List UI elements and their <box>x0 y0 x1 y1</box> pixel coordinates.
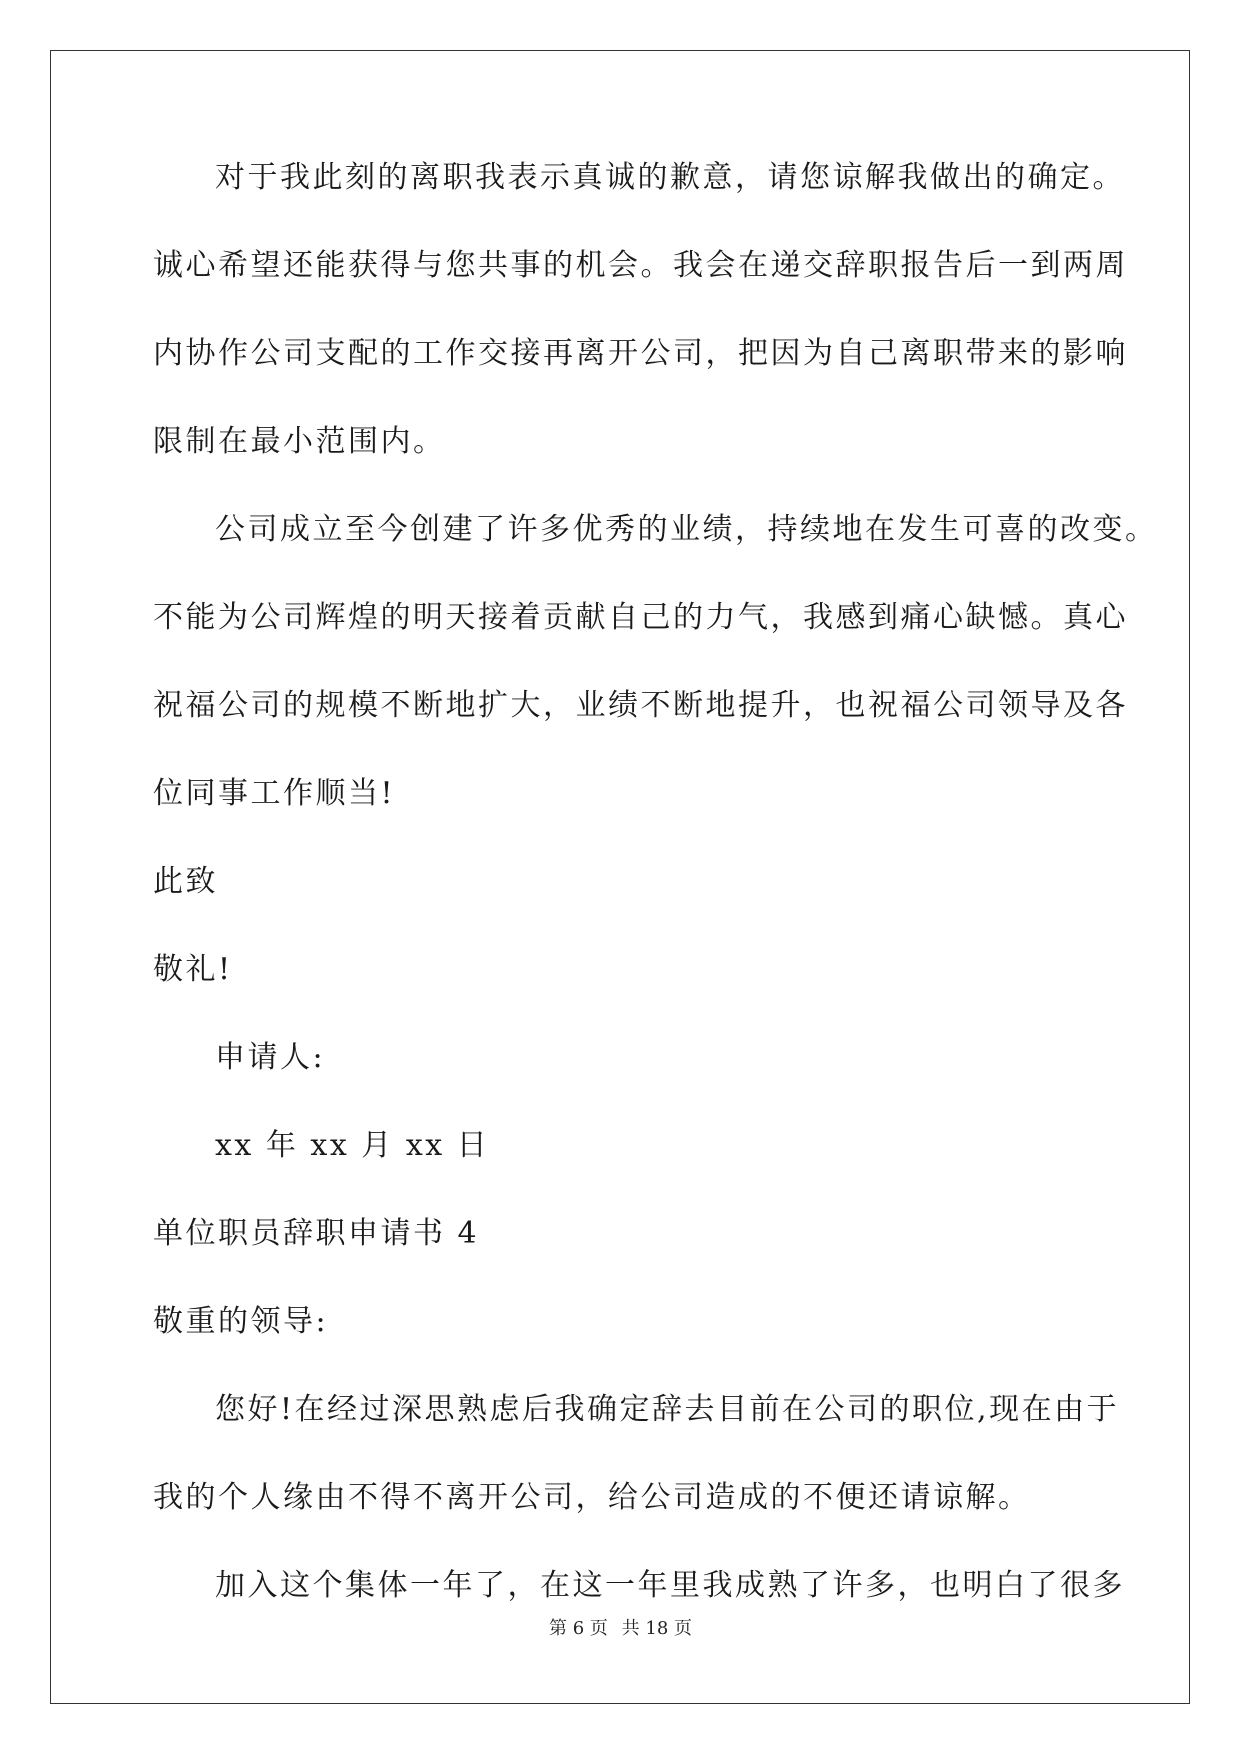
paragraph-line: 不能为公司辉煌的明天接着贡献自己的力气，我感到痛心缺憾。真心 <box>153 600 1128 635</box>
closing-regards: 敬礼! <box>153 952 233 987</box>
paragraph-line: 加入这个集体一年了，在这一年里我成熟了许多，也明白了很多 <box>215 1568 1125 1603</box>
paragraph-line: 内协作公司支配的工作交接再离开公司，把因为自己离职带来的影响 <box>153 336 1128 371</box>
paragraph-line: 位同事工作顺当! <box>153 776 396 811</box>
paragraph-line: 对于我此刻的离职我表示真诚的歉意，请您谅解我做出的确定。 <box>215 160 1125 195</box>
paragraph-line: 限制在最小范围内。 <box>153 424 446 459</box>
paragraph-line: 公司成立至今创建了许多优秀的业绩，持续地在发生可喜的改变。 <box>215 512 1158 547</box>
greeting: 敬重的领导: <box>153 1304 329 1339</box>
closing-salutation: 此致 <box>153 864 218 899</box>
paragraph-line: 诚心希望还能获得与您共事的机会。我会在递交辞职报告后一到两周 <box>153 248 1128 283</box>
page-number: 第 6 页 <box>549 1618 608 1639</box>
paragraph-line: 您好!在经过深思熟虑后我确定辞去目前在公司的职位,现在由于 <box>215 1392 1120 1427</box>
applicant-label: 申请人: <box>215 1040 326 1075</box>
date-line: xx 年 xx 月 xx 日 <box>215 1128 490 1163</box>
page-footer <box>0 1614 1241 1640</box>
page-total: 共 18 页 <box>621 1618 692 1639</box>
paragraph-line: 我的个人缘由不得不离开公司，给公司造成的不便还请谅解。 <box>153 1480 1031 1515</box>
paragraph-line: 祝福公司的规模不断地扩大，业绩不断地提升，也祝福公司领导及各 <box>153 688 1128 723</box>
document-body <box>153 150 1158 1646</box>
section-title: 单位职员辞职申请书 4 <box>153 1216 480 1251</box>
